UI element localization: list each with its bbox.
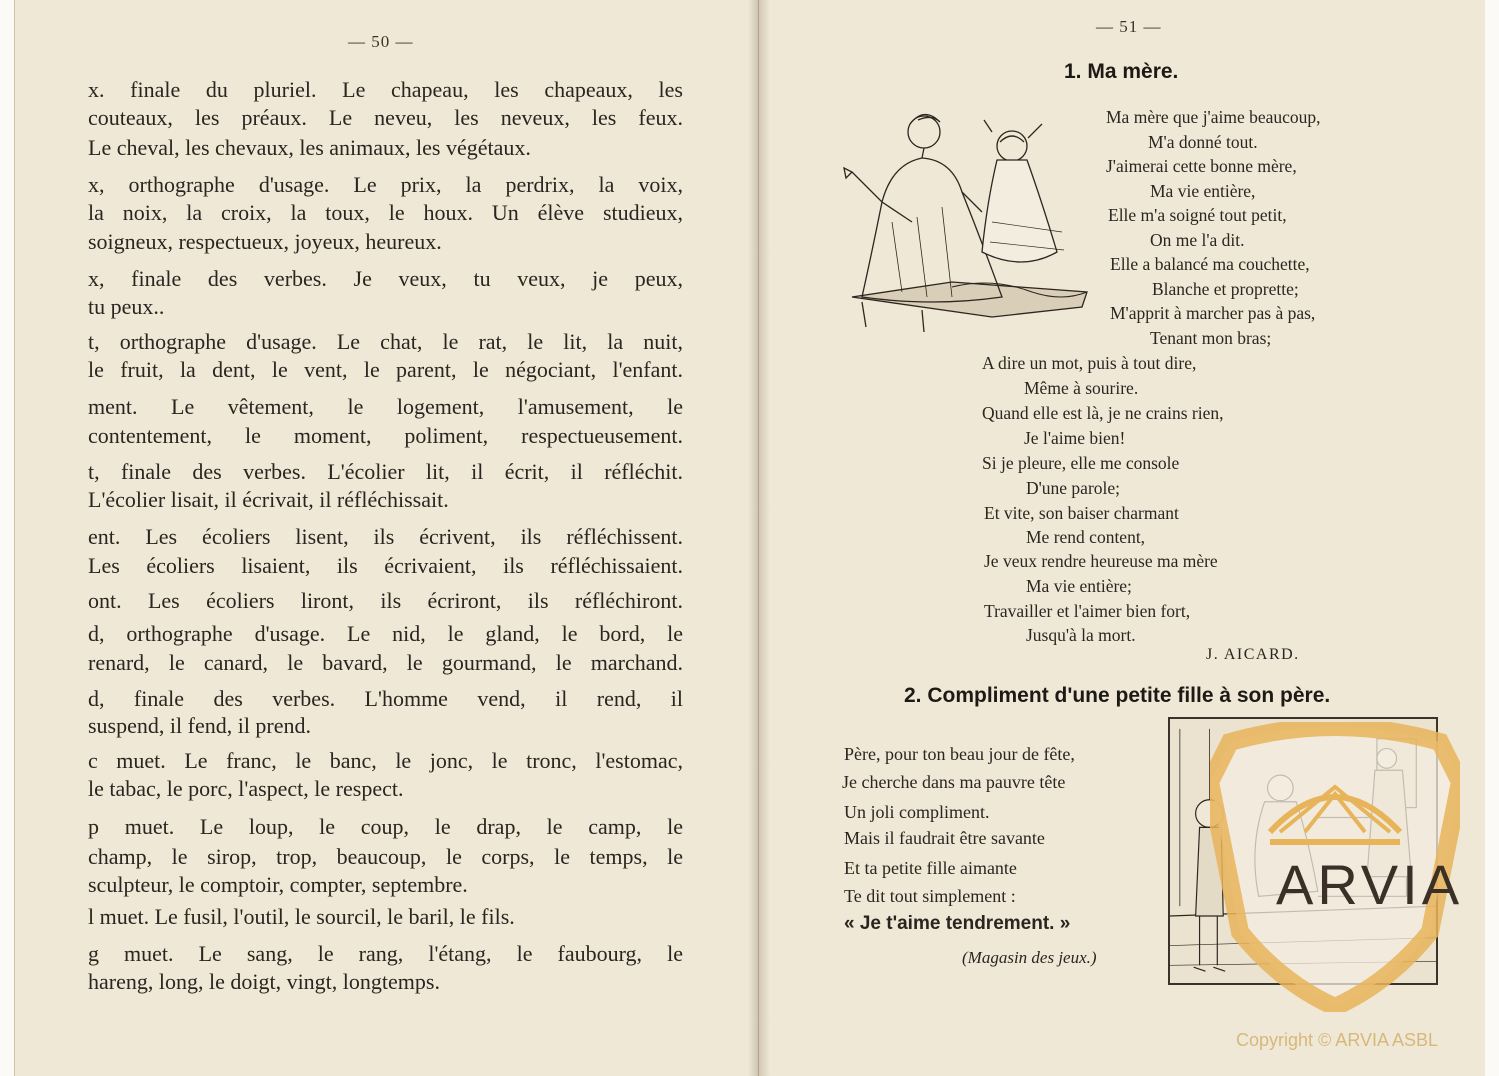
verse-line: D'une parole; — [1026, 478, 1121, 498]
verse-line: Mais il faudrait être savante — [844, 828, 1045, 848]
text-line: renard, le canard, le bavard, le gourmand, le marchand. — [88, 650, 683, 675]
mother-child-illustration — [832, 102, 1100, 334]
verse-line: Travailler et l'aimer bien fort, — [984, 601, 1191, 621]
verse-line: Et ta petite fille aimante — [844, 858, 1017, 878]
right-page-number: — 51 — — [1096, 17, 1162, 36]
verse-line: « Je t'aime tendrement. » — [844, 913, 1071, 934]
copyright-notice: Copyright © ARVIA ASBL — [1236, 1030, 1439, 1050]
text-line: le tabac, le porc, l'aspect, le respect. — [88, 776, 404, 801]
verse-line: Je l'aime bien! — [1024, 428, 1126, 448]
text-line: c muet. Le franc, le banc, le jonc, le tronc, l'estomac, — [88, 748, 683, 773]
verse-line: Même à sourire. — [1024, 378, 1139, 398]
text-line: p muet. Le loup, le coup, le drap, le camp, le — [88, 814, 683, 839]
text-line: tu peux.. — [88, 294, 165, 319]
text-line: t, finale des verbes. L'écolier lit, il écrit, il réfléchit. — [88, 459, 683, 484]
verse-line: Ma vie entière; — [1026, 576, 1132, 596]
text-line: t, orthographe d'usage. Le chat, le rat, le lit, la nuit, — [88, 329, 683, 354]
verse-line: Et vite, son baiser charmant — [984, 503, 1179, 523]
verse-line: Blanche et proprette; — [1152, 279, 1299, 299]
verse-line: Me rend content, — [1026, 527, 1146, 547]
text-line: Le cheval, les chevaux, les animaux, les végétaux. — [88, 135, 531, 160]
poem2-title: 2. Compliment d'une petite fille à son père. — [904, 684, 1331, 707]
text-line: champ, le sirop, trop, beaucoup, le corps, le temps, le — [88, 844, 683, 869]
scan-edge-left — [0, 0, 14, 1076]
text-line: g muet. Le sang, le rang, l'étang, le faubourg, le — [88, 941, 683, 966]
verse-line: Elle a balancé ma couchette, — [1110, 254, 1310, 274]
verse-line: On me l'a dit. — [1150, 230, 1245, 250]
verse-line: Elle m'a soigné tout petit, — [1108, 205, 1287, 225]
text-line: contentement, le moment, poliment, respectueusement. — [88, 423, 683, 448]
text-line: le fruit, la dent, le vent, le parent, le négociant, l'enfant. — [88, 357, 683, 382]
text-line: d, orthographe d'usage. Le nid, le gland, le bord, le — [88, 621, 683, 646]
verse-line: A dire un mot, puis à tout dire, — [982, 353, 1197, 373]
text-line: x. finale du pluriel. Le chapeau, les chapeaux, les — [88, 77, 683, 102]
verse-line: Si je pleure, elle me console — [982, 453, 1180, 473]
poem1-title: 1. Ma mère. — [1064, 60, 1179, 83]
poem1-author: J. AICARD. — [1206, 646, 1300, 663]
text-line: L'écolier lisait, il écrivait, il réfléchissait. — [88, 487, 449, 512]
text-line: x, orthographe d'usage. Le prix, la perdrix, la voix, — [88, 172, 683, 197]
verse-line: Quand elle est là, je ne crains rien, — [982, 403, 1224, 423]
verse-line: Je cherche dans ma pauvre tête — [842, 772, 1066, 792]
text-line: sculpteur, le comptoir, compter, septembre. — [88, 872, 468, 897]
book-gutter — [748, 0, 770, 1076]
text-line: soigneux, respectueux, joyeux, heureux. — [88, 229, 442, 254]
verse-line: Te dit tout simplement : — [844, 886, 1016, 906]
verse-line: M'a donné tout. — [1148, 132, 1258, 152]
verse-line: Ma vie entière, — [1150, 181, 1256, 201]
text-line: d, finale des verbes. L'homme vend, il rend, il — [88, 686, 683, 711]
verse-line: M'apprit à marcher pas à pas, — [1110, 303, 1316, 323]
left-page-number: — 50 — — [348, 32, 414, 51]
text-line: Les écoliers lisaient, ils écrivaient, ils réfléchissaient. — [88, 553, 683, 578]
verse-line: Jusqu'à la mort. — [1026, 625, 1136, 645]
text-line: suspend, il fend, il prend. — [88, 713, 312, 738]
text-line: la noix, la croix, la toux, le houx. Un élève studieux, — [88, 200, 683, 225]
text-line: x, finale des verbes. Je veux, tu veux, je peux, — [88, 266, 683, 291]
poem2-source: (Magasin des jeux.) — [962, 948, 1097, 967]
verse-line: Père, pour ton beau jour de fête, — [844, 744, 1075, 764]
verse-line: Tenant mon bras; — [1150, 328, 1272, 348]
verse-line: Ma mère que j'aime beaucoup, — [1106, 107, 1321, 127]
text-line: couteaux, les préaux. Le neveu, les neveux, les feux. — [88, 105, 683, 130]
scan-edge-right — [1485, 0, 1499, 1076]
text-line: l muet. Le fusil, l'outil, le sourcil, le baril, le fils. — [88, 904, 515, 929]
arvia-logo-text: ARVIA — [1276, 853, 1464, 916]
verse-line: Je veux rendre heureuse ma mère — [984, 551, 1218, 571]
text-line: hareng, long, le doigt, vingt, longtemps. — [88, 969, 440, 994]
text-line: ment. Le vêtement, le logement, l'amusement, le — [88, 394, 683, 419]
text-line: ont. Les écoliers liront, ils écriront, ils réfléchiront. — [88, 588, 683, 613]
verse-line: J'aimerai cette bonne mère, — [1106, 156, 1297, 176]
verse-line: Un joli compliment. — [844, 802, 990, 822]
text-line: ent. Les écoliers lisent, ils écrivent, ils réfléchissent. — [88, 524, 683, 549]
